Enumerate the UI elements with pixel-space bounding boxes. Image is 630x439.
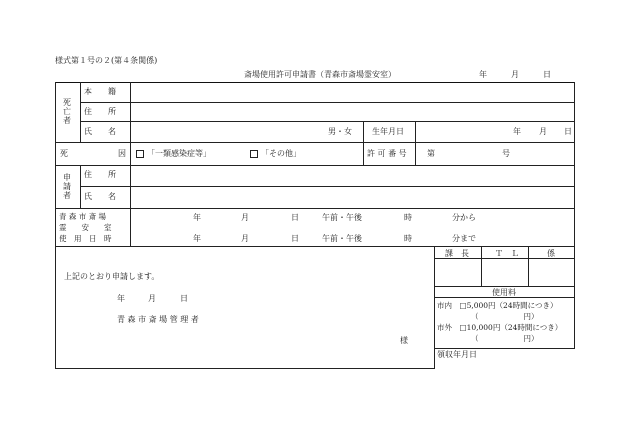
rule [80, 186, 575, 187]
usage-to-day: 日 [291, 234, 299, 243]
declaration-day: 日 [180, 294, 188, 303]
usage-from-hour: 時 [404, 213, 412, 222]
applicant-section-label: 申請者 [63, 173, 71, 200]
applicant-name-label: 氏 名 [84, 192, 120, 201]
permit-suffix: 号 [502, 149, 510, 158]
chief-label: 課 長 [445, 249, 469, 258]
fee-city-in: 市内 □5,000円（24時間につき） [437, 301, 558, 310]
usage-from-ampm: 午前・午後 [322, 213, 362, 222]
rule [574, 82, 575, 349]
rule [363, 121, 364, 166]
applicant-address-label: 住 所 [84, 170, 120, 179]
receipt-date-label: 領収年月日 [437, 350, 477, 359]
header-day: 日 [543, 70, 551, 79]
rule [80, 165, 81, 209]
rule [55, 82, 56, 369]
usage-label-1: 青 森 市 斎 場 [59, 212, 107, 221]
option-infectious-label: 「一類感染症等」 [147, 149, 211, 158]
usage-from-day: 日 [291, 213, 299, 222]
birth-label: 生年月日 [372, 127, 404, 136]
declaration-text: 上記のとおり申請します。 [64, 272, 160, 281]
rule [55, 142, 575, 143]
rule [55, 246, 575, 247]
form-title: 斎場使用許可申請書（青森市斎場霊安室） [244, 70, 396, 79]
deceased-address-label: 住 所 [84, 107, 120, 116]
rule [528, 246, 529, 287]
usage-to-ampm: 午前・午後 [322, 234, 362, 243]
usage-from-minute: 分から [452, 213, 476, 222]
form-number: 様式第１号の２(第４条関係) [55, 56, 158, 65]
deceased-name-label: 氏 名 [84, 127, 120, 136]
birth-year: 年 [513, 127, 521, 136]
sex-label: 男・女 [328, 127, 352, 136]
birth-day: 日 [564, 127, 572, 136]
fee-label: 使用料 [492, 288, 516, 297]
rule [434, 246, 435, 369]
rule [130, 208, 131, 247]
rule [55, 208, 575, 209]
permit-number-label: 許 可 番 号 [367, 149, 407, 158]
usage-from-month: 月 [241, 213, 249, 222]
usage-to-hour: 時 [404, 234, 412, 243]
cause-label-left: 死 [60, 149, 68, 158]
checkbox-icon[interactable] [250, 150, 258, 158]
declaration-year: 年 [117, 294, 125, 303]
rule [481, 246, 482, 287]
manager-title: 青 森 市 斎 場 管 理 者 [117, 315, 199, 324]
usage-label-2: 霊 安 室 [59, 223, 112, 232]
usage-to-year: 年 [193, 234, 201, 243]
cause-option-other[interactable] [250, 149, 301, 159]
honorific: 様 [400, 336, 408, 345]
header-year: 年 [479, 70, 487, 79]
rule [434, 348, 575, 349]
cause-label-right: 因 [118, 149, 126, 158]
permit-prefix: 第 [427, 149, 435, 158]
rule [80, 121, 575, 122]
rule [55, 165, 575, 166]
staff-label: 係 [547, 249, 555, 258]
tl-label: Ｔ Ｌ [495, 249, 519, 258]
rule [55, 368, 434, 369]
rule [55, 82, 575, 83]
fee-city-out-amount: （ 円） [471, 334, 539, 343]
fee-city-out: 市外 □10,000円（24時間につき） [437, 323, 563, 332]
rule [80, 82, 81, 143]
cause-option-infectious[interactable] [136, 149, 211, 159]
rule [434, 286, 575, 287]
rule [130, 82, 131, 209]
usage-to-month: 月 [241, 234, 249, 243]
deceased-section-label: 死亡者 [63, 98, 71, 125]
usage-label-3: 使 用 日 時 [59, 234, 112, 243]
birth-month: 月 [539, 127, 547, 136]
usage-to-minute: 分まで [452, 234, 476, 243]
fee-city-in-amount: （ 円） [471, 312, 539, 321]
rule [80, 102, 575, 103]
domicile-label: 本 籍 [84, 87, 120, 96]
rule [415, 121, 416, 166]
option-other-label: 「その他」 [261, 149, 301, 158]
usage-from-year: 年 [193, 213, 201, 222]
checkbox-icon[interactable] [136, 150, 144, 158]
declaration-month: 月 [148, 294, 156, 303]
header-month: 月 [511, 70, 519, 79]
